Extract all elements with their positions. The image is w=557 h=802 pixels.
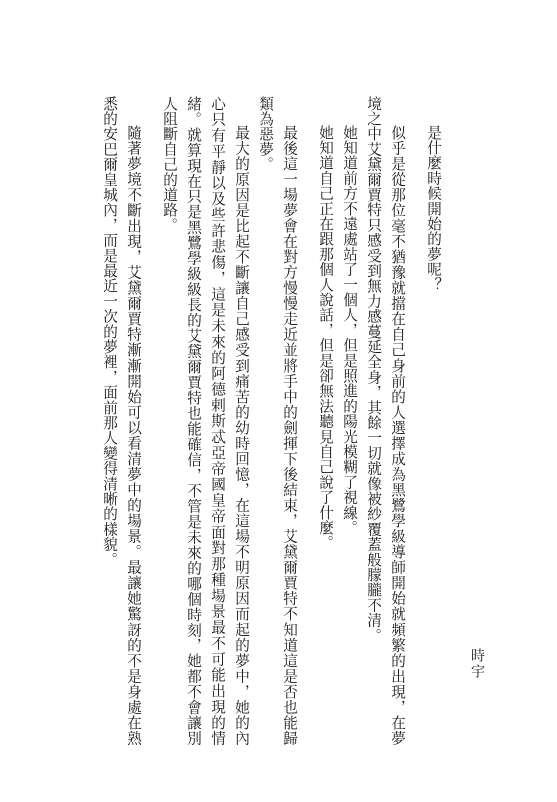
paragraph-4: 她知道自己正在跟那個人說話，但是卻無法聽見自己說了什麼。 bbox=[317, 125, 334, 551]
paragraph-5: 最後這一場夢會在對方慢慢走近並將手中的劍揮下後結束，艾黛爾賈特不知道這是否也能歸類為惡夢。 bbox=[257, 96, 298, 746]
paragraph-3: 她知道前方不遠處站了一個人，但是照進的陽光模糊了視線。 bbox=[341, 125, 358, 536]
paragraph-7: 隨著夢境不斷出現，艾黛爾賈特漸漸開始可以看清夢中的場景。最讓她驚訝的不是身處在熟悉的安巴爾皇城內，而是最近一次的夢裡，面前那人變得清晰的樣貌。 bbox=[101, 96, 142, 746]
vertical-body-text bbox=[97, 96, 445, 746]
paragraph-6: 最大的原因是比起不斷讓自己感受到痛苦的幼時回憶，在這場不明原因而起的夢中，她的內心只有平靜以及些許悲傷，這是未來的阿德剌斯忒亞帝國皇帝面對那種場景最不可能出現的情緒。就算現在只是黑鷺學級級長的艾黛爾賈特也能確信，不管是未來的哪個時刻，她都不會讓別人阻斷自己的道路。 bbox=[161, 96, 250, 746]
paragraph-2: 似乎是從那位毫不猶豫就擋在自己身前的人選擇成為黑鷺學級導師開始就頻繁的出現，在夢境之中艾黛爾賈特只感受到無力感蔓延全身，其餘一切就像被紗覆蓋般朦朧不清。 bbox=[365, 96, 406, 746]
paragraph-1: 是什麼時候開始的夢呢？ bbox=[425, 125, 442, 293]
running-header: 時宇 bbox=[469, 648, 485, 680]
